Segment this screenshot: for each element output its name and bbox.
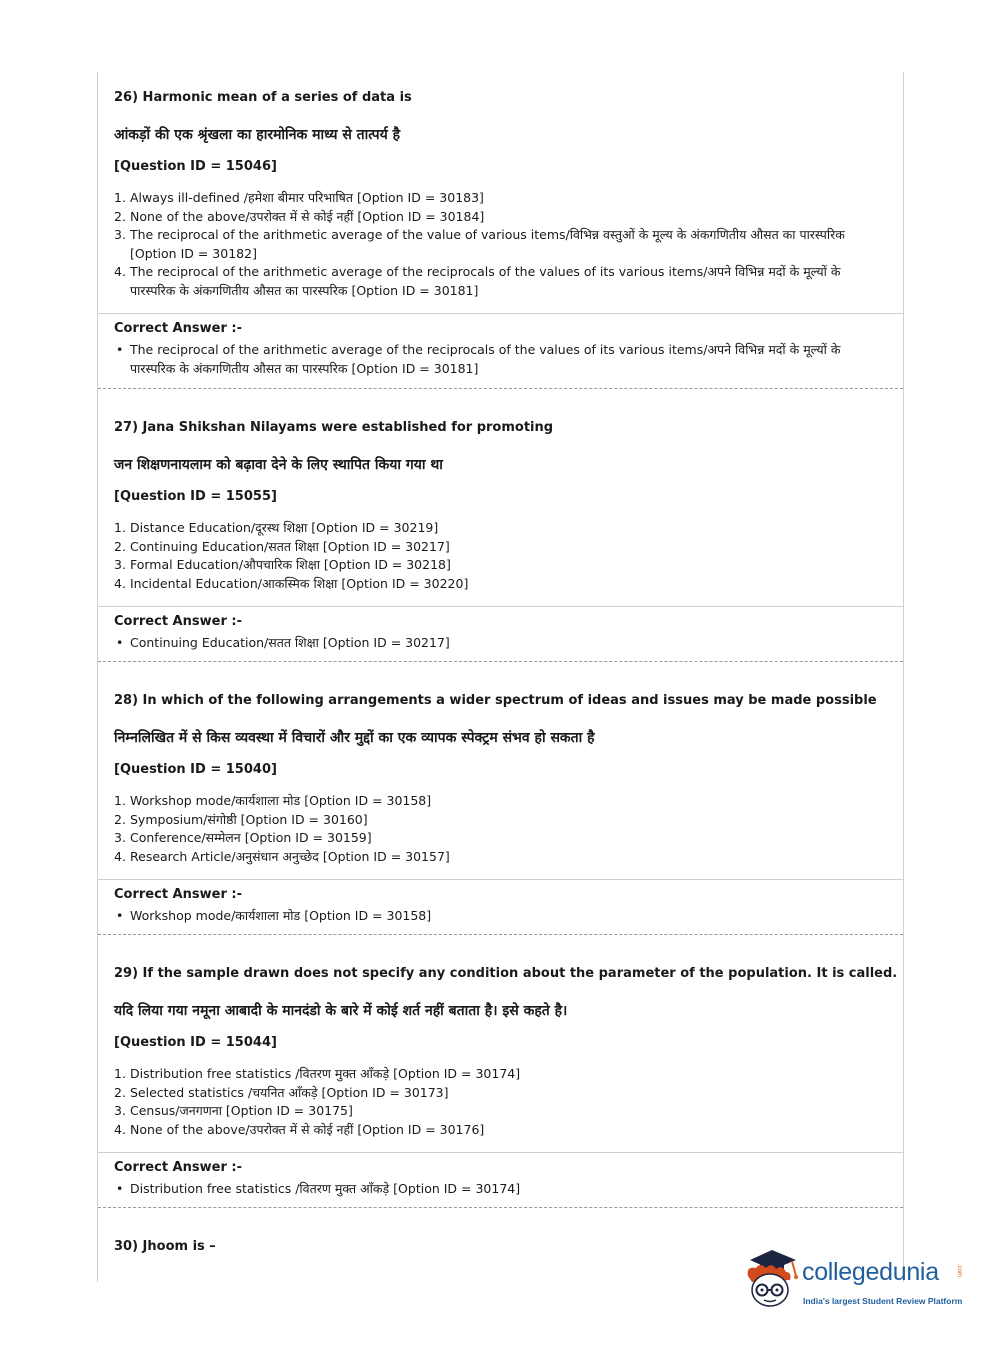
question-separator — [98, 1207, 903, 1208]
option-1: 1. Workshop mode/कार्यशाला मोड [Option ID = 30158] — [114, 793, 432, 808]
options-list — [114, 189, 874, 300]
question-id: [Question ID = 15046] — [114, 159, 277, 174]
section-divider — [98, 313, 903, 314]
document-frame — [97, 72, 904, 1282]
question-hindi: निम्नलिखित में से किस व्यवस्था में विचारों और मुद्दों का एक व्यापक स्पेक्ट्रम संभव हो सकता है — [114, 730, 595, 746]
question-separator — [98, 661, 903, 662]
question-separator — [98, 934, 903, 935]
option-2: 2. Selected statistics /चयनित आँकड़े [Option ID = 30173] — [114, 1084, 449, 1100]
option-4: 4. Incidental Education/आकस्मिक शिक्षा [Option ID = 30220] — [114, 575, 469, 591]
question-hindi: आंकड़ों की एक श्रृंखला का हारमोनिक माध्य से तात्पर्य है — [114, 127, 401, 143]
bullet-icon: • — [116, 342, 124, 357]
question-separator — [98, 388, 903, 389]
option-4: 4. Research Article/अनुसंधान अनुच्छेद [Option ID = 30157] — [114, 848, 450, 864]
question-id: [Question ID = 15040] — [114, 762, 277, 777]
question-id: [Question ID = 15044] — [114, 1035, 277, 1050]
option-1: 1. Distribution free statistics /वितरण मुक्त आँकड़े [Option ID = 30174] — [114, 1066, 521, 1081]
question-hindi: यदि लिया गया नमूना आबादी के मानदंडो के बारे में कोई शर्त नहीं बताता है। इसे कहते है। — [114, 1003, 568, 1019]
question-id: [Question ID = 15055] — [114, 489, 277, 504]
section-divider — [98, 1152, 903, 1153]
option-1: 1. Always ill-defined /हमेशा बीमार परिभाषित [Option ID = 30183] — [114, 190, 484, 205]
option-3: 3. Formal Education/औपचारिक शिक्षा [Option ID = 30218] — [114, 557, 451, 572]
logo-tagline: India's largest Student Review Platform — [803, 1296, 963, 1306]
question-title: 29) If the sample drawn does not specify any condition about the parameter of the population. It is called. — [114, 966, 898, 981]
question-title: 27) Jana Shikshan Nilayams were established for promoting — [114, 420, 554, 435]
options-list — [114, 519, 874, 593]
option-2: 2. Continuing Education/सतत शिक्षा [Option ID = 30217] — [114, 538, 450, 554]
option-2: 2. None of the above/उपरोक्त में से कोई नहीं [Option ID = 30184] — [114, 208, 485, 224]
collegedunia-logo — [742, 1246, 972, 1312]
question-hindi: जन शिक्षणनायलाम को बढ़ावा देने के लिए स्थापित किया गया था — [114, 457, 443, 473]
correct-answer-label: Correct Answer :- — [114, 887, 242, 902]
options-list — [114, 1065, 874, 1139]
correct-answer: • The reciprocal of the arithmetic average of the reciprocals of the values of its various items/अपने विभिन्न मदों के मूल्यों के पारस्परिक के अंकगणितीय औसत का पारस्परिक [Option ID = 30181] — [116, 342, 841, 376]
option-2: 2. Symposium/संगोष्ठी [Option ID = 30160] — [114, 811, 368, 827]
section-divider — [98, 879, 903, 880]
correct-answer-label: Correct Answer :- — [114, 614, 242, 629]
correct-answer: • Workshop mode/कार्यशाला मोड [Option ID = 30158] — [114, 907, 870, 926]
bullet-icon: • — [116, 635, 124, 650]
option-3: 3. Census/जनगणना [Option ID = 30175] — [114, 1103, 353, 1118]
correct-answer-label: Correct Answer :- — [114, 1160, 242, 1175]
logo-wordmark: collegedunia — [802, 1258, 939, 1286]
bullet-icon: • — [116, 1181, 124, 1196]
correct-answer: • Distribution free statistics /वितरण मुक्त आँकड़े [Option ID = 30174] — [114, 1180, 870, 1199]
question-title: 26) Harmonic mean of a series of data is — [114, 90, 412, 105]
option-1: 1. Distance Education/दूरस्थ शिक्षा [Option ID = 30219] — [114, 520, 439, 535]
question-title: 30) Jhoom is – — [114, 1239, 216, 1254]
option-3: 3. The reciprocal of the arithmetic average of the value of various items/विभिन्न वस्तुओं के मूल्य के अंकगणितीय औसत का पारस्परिक [Option ID = 30182] — [114, 227, 845, 261]
options-list — [114, 792, 874, 866]
mascot-icon — [742, 1246, 804, 1312]
logo-suffix: .com — [956, 1264, 962, 1278]
bullet-icon: • — [116, 908, 124, 923]
question-title: 28) In which of the following arrangements a wider spectrum of ideas and issues may be made possible — [114, 693, 877, 708]
option-3: 3. Conference/सम्मेलन [Option ID = 30159] — [114, 830, 372, 845]
correct-answer-label: Correct Answer :- — [114, 321, 242, 336]
option-4: 4. The reciprocal of the arithmetic average of the reciprocals of the values of its various items/अपने विभिन्न मदों के मूल्यों के पारस्परिक के अंकगणितीय औसत का पारस्परिक [Option ID = 30181] — [114, 264, 841, 298]
section-divider — [98, 606, 903, 607]
option-4: 4. None of the above/उपरोक्त में से कोई नहीं [Option ID = 30176] — [114, 1121, 485, 1137]
correct-answer: • Continuing Education/सतत शिक्षा [Option ID = 30217] — [114, 634, 870, 653]
